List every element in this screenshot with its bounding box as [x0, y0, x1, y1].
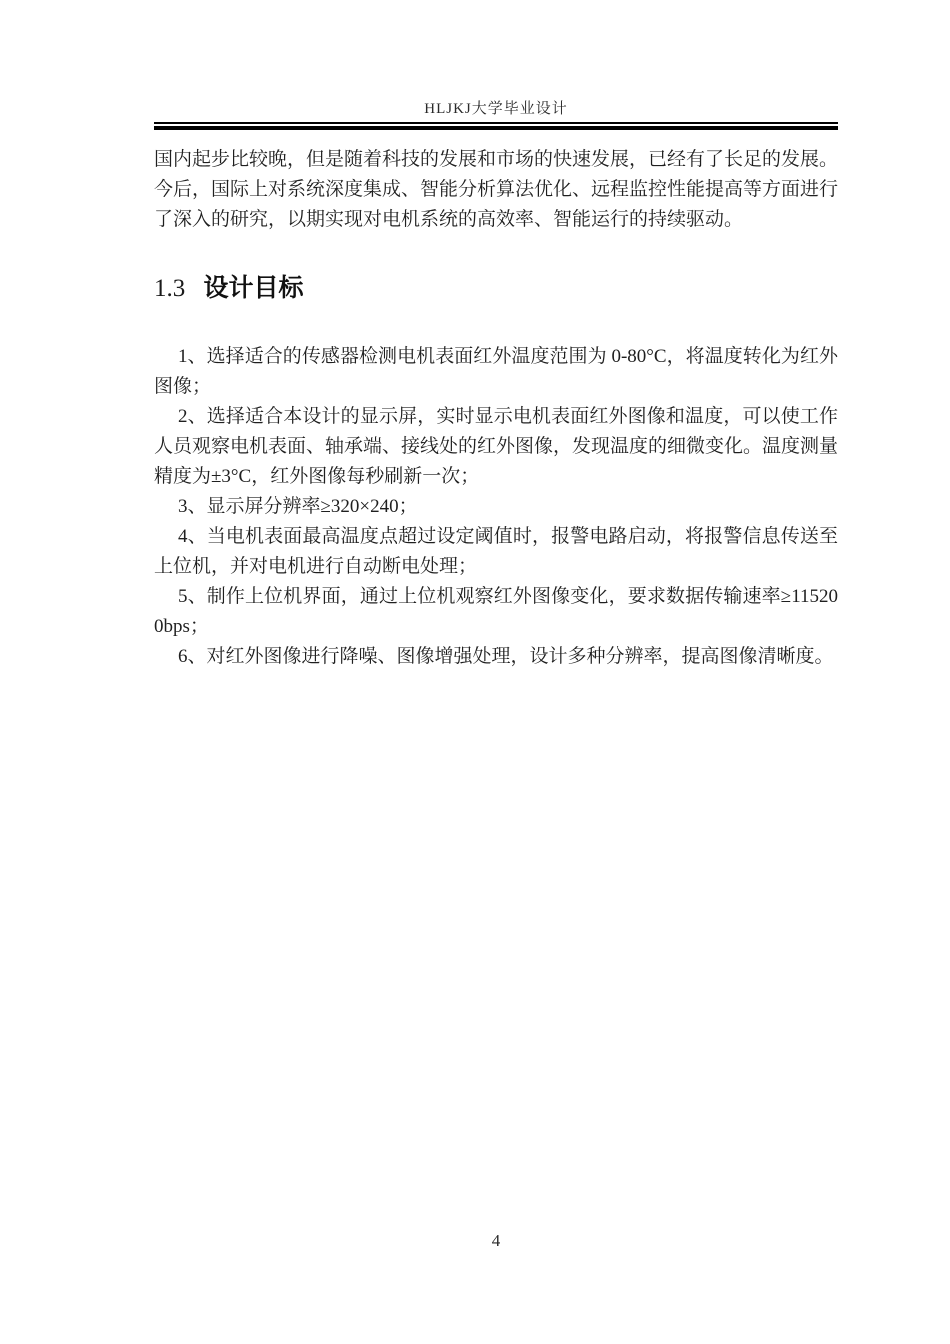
section-heading — [154, 271, 838, 306]
intro-paragraph: 国内起步比较晚，但是随着科技的发展和市场的快速发展，已经有了长足的发展。今后，国际上对系统深度集成、智能分析算法优化、远程监控性能提高等方面进行了深入的研究，以期实现对电机系统的高效率、智能运行的持续驱动。 — [154, 149, 839, 230]
header-title: HLJKJ大学毕业设计 — [424, 101, 568, 117]
document-body — [154, 145, 838, 672]
page-number: 4 — [491, 1231, 501, 1250]
design-goal-item: 1、选择适合的传感器检测电机表面红外温度范围为 0-80°C，将温度转化为红外图像； — [154, 346, 838, 397]
page-footer — [154, 1231, 838, 1251]
design-goal-item: 2、选择适合本设计的显示屏，实时显示电机表面红外图像和温度，可以使工作人员观察电机表面、轴承端、接线处的红外图像，发现温度的细微变化。温度测量精度为±3°C，红外图像每秒刷新一次； — [154, 406, 839, 487]
header-rule — [154, 122, 838, 130]
design-goal-item: 6、对红外图像进行降噪、图像增强处理，设计多种分辨率，提高图像清晰度。 — [178, 646, 834, 667]
header-rule-thick-line — [154, 126, 838, 130]
design-goal-item: 3、显示屏分辨率≥320×240； — [178, 496, 418, 517]
page-header — [154, 100, 838, 130]
design-goals-list — [154, 342, 838, 672]
design-goal-item: 4、当电机表面最高温度点超过设定阈值时，报警电路启动，将报警信息传送至上位机，并对电机进行自动断电处理； — [154, 526, 838, 577]
design-goal-item: 5、制作上位机界面，通过上位机观察红外图像变化，要求数据传输速率≥115200bps； — [154, 586, 838, 637]
section-title: 设计目标 — [203, 274, 304, 302]
section-number: 1.3 — [154, 275, 186, 302]
